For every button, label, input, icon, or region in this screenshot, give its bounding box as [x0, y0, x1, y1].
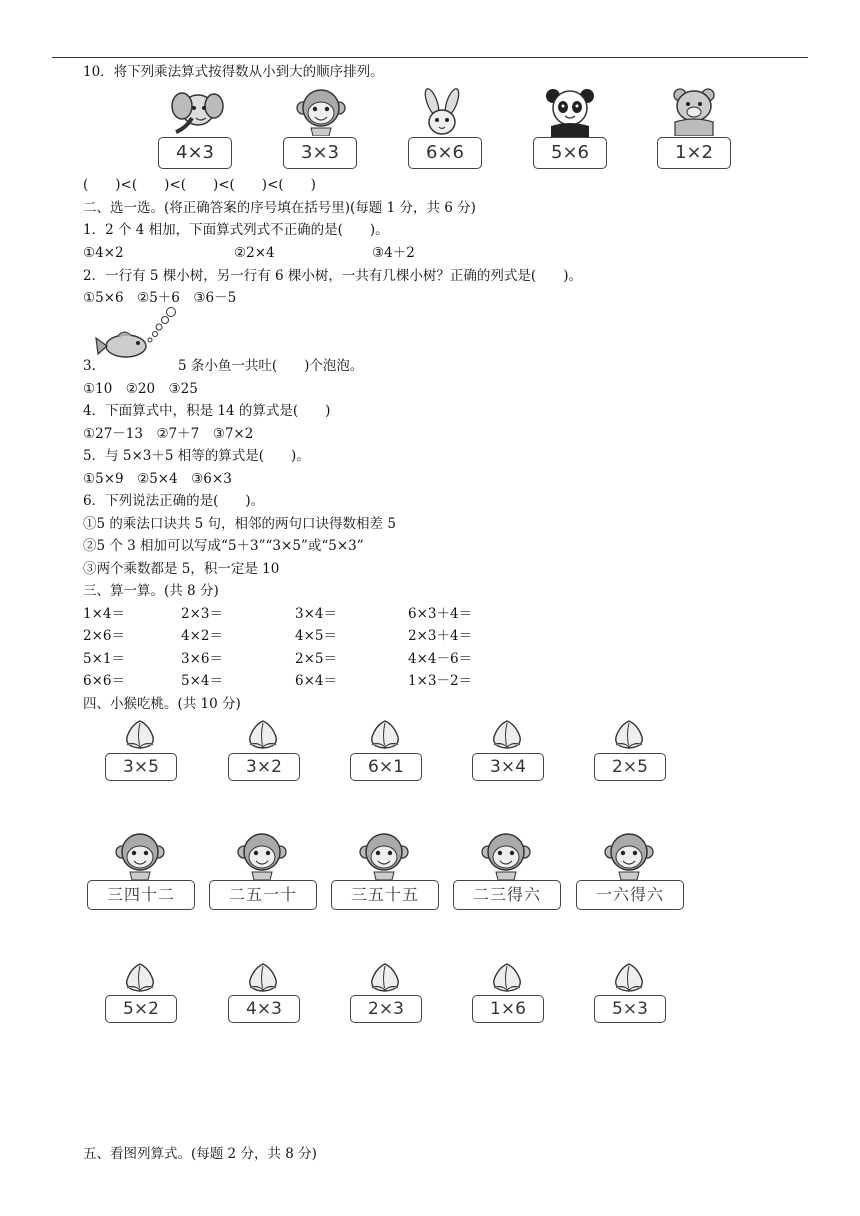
- sec2-q4-opts: ①27－13 ②7＋7 ③7×2: [83, 426, 254, 442]
- calc-2-3: 4×4－6＝: [408, 651, 473, 667]
- calc-1-2: 4×5＝: [295, 628, 337, 644]
- calc-1-3: 2×3＋4＝: [408, 628, 473, 644]
- q10-order-line: ( )<( )<( )<( )<( ): [83, 177, 316, 193]
- rabbit-icon: [418, 88, 466, 138]
- sec2-q6-opt1: ①5 的乘法口诀共 5 句，相邻的两句口诀得数相差 5: [83, 516, 396, 532]
- calc-3-2: 6×4＝: [295, 673, 337, 689]
- sec2-q3: 5 条小鱼一共吐( )个泡泡。: [178, 358, 364, 374]
- monkey-rhyme-card[interactable]: 三四十二: [87, 880, 195, 910]
- sec2-q3-opts: ①10 ②20 ③25: [83, 381, 198, 397]
- sec2-q5: 5．与 5×3＋5 相等的算式是( )。: [83, 448, 310, 464]
- monkey-icon: [236, 830, 288, 884]
- monkey-rhyme-card[interactable]: 二三得六: [453, 880, 561, 910]
- calc-3-3: 1×3－2＝: [408, 673, 473, 689]
- calc-1-0: 2×6＝: [83, 628, 125, 644]
- top-peach-card[interactable]: 3×2: [228, 753, 300, 781]
- bottom-peach-card[interactable]: 1×6: [472, 995, 544, 1023]
- peach-icon: [368, 962, 402, 996]
- calc-3-1: 5×4＝: [181, 673, 223, 689]
- sec2-q2-opts: ①5×6 ②5＋6 ③6－5: [83, 290, 237, 306]
- calc-2-0: 5×1＝: [83, 651, 125, 667]
- peach-icon: [490, 962, 524, 996]
- sec2-q1: 1．2 个 4 相加，下面算式列式不正确的是( )。: [83, 222, 389, 238]
- peach-icon: [490, 719, 524, 753]
- peach-icon: [368, 719, 402, 753]
- sec2-q1-opt2: ②2×4: [234, 245, 275, 261]
- monkey-icon: [603, 830, 655, 884]
- bear-icon: [667, 86, 721, 136]
- calc-0-2: 3×4＝: [295, 606, 337, 622]
- monkey-rhyme-card[interactable]: 三五十五: [331, 880, 439, 910]
- top-peach-card[interactable]: 3×4: [472, 753, 544, 781]
- q10-card-elephant: 4×3: [158, 137, 232, 169]
- sec2-title: 二、选一选。(将正确答案的序号填在括号里)(每题 1 分，共 6 分): [83, 200, 476, 216]
- q10-card-panda: 5×6: [533, 137, 607, 169]
- sec3-title: 三、算一算。(共 8 分): [83, 583, 219, 599]
- panda-icon: [543, 86, 597, 138]
- calc-3-0: 6×6＝: [83, 673, 125, 689]
- sec2-q4: 4．下面算式中，积是 14 的算式是( ): [83, 403, 331, 419]
- sec2-q2: 2．一行有 5 棵小树，另一行有 6 棵小树，一共有几棵小树？正确的列式是( )。: [83, 268, 582, 284]
- monkey-icon: [358, 830, 410, 884]
- monkey-icon: [480, 830, 532, 884]
- peach-icon: [123, 962, 157, 996]
- q10-card-monkey: 3×3: [283, 137, 357, 169]
- calc-1-1: 4×2＝: [181, 628, 223, 644]
- sec2-q3-num: 3.: [83, 358, 96, 374]
- sec2-q6: 6．下列说法正确的是( )。: [83, 493, 265, 509]
- bottom-peach-card[interactable]: 2×3: [350, 995, 422, 1023]
- monkey-rhyme-card[interactable]: 二五一十: [209, 880, 317, 910]
- q10-card-bear: 1×2: [657, 137, 731, 169]
- top-peach-card[interactable]: 2×5: [594, 753, 666, 781]
- sec5-title: 五、看图列算式。(每题 2 分，共 8 分): [83, 1146, 317, 1162]
- q10-text: 10．将下列乘法算式按得数从小到大的顺序排列。: [83, 64, 384, 80]
- calc-0-0: 1×4＝: [83, 606, 125, 622]
- sec2-q6-opt3: ③两个乘数都是 5，积一定是 10: [83, 561, 280, 577]
- elephant-icon: [168, 88, 224, 138]
- bottom-peach-card[interactable]: 5×3: [594, 995, 666, 1023]
- peach-icon: [246, 719, 280, 753]
- bottom-peach-card[interactable]: 5×2: [105, 995, 177, 1023]
- q10-card-rabbit: 6×6: [408, 137, 482, 169]
- monkey-rhyme-card[interactable]: 一六得六: [576, 880, 684, 910]
- calc-0-1: 2×3＝: [181, 606, 223, 622]
- peach-icon: [123, 719, 157, 753]
- fish-bubbles-icon: [94, 306, 178, 362]
- peach-icon: [612, 962, 646, 996]
- calc-2-1: 3×6＝: [181, 651, 223, 667]
- peach-icon: [612, 719, 646, 753]
- monkey-icon: [114, 830, 166, 884]
- sec2-q6-opt2: ②5 个 3 相加可以写成“5＋3”“3×5”或“5×3”: [83, 538, 364, 554]
- sec2-q1-opt3: ③4＋2: [372, 245, 415, 261]
- sec2-q5-opts: ①5×9 ②5×4 ③6×3: [83, 471, 232, 487]
- sec4-title: 四、小猴吃桃。(共 10 分): [83, 696, 241, 712]
- top-peach-card[interactable]: 6×1: [350, 753, 422, 781]
- sec2-q1-opt1: ①4×2: [83, 245, 124, 261]
- header-rule: [52, 57, 808, 58]
- monkey-icon: [295, 86, 347, 136]
- top-peach-card[interactable]: 3×5: [105, 753, 177, 781]
- bottom-peach-card[interactable]: 4×3: [228, 995, 300, 1023]
- peach-icon: [246, 962, 280, 996]
- calc-0-3: 6×3＋4＝: [408, 606, 473, 622]
- calc-2-2: 2×5＝: [295, 651, 337, 667]
